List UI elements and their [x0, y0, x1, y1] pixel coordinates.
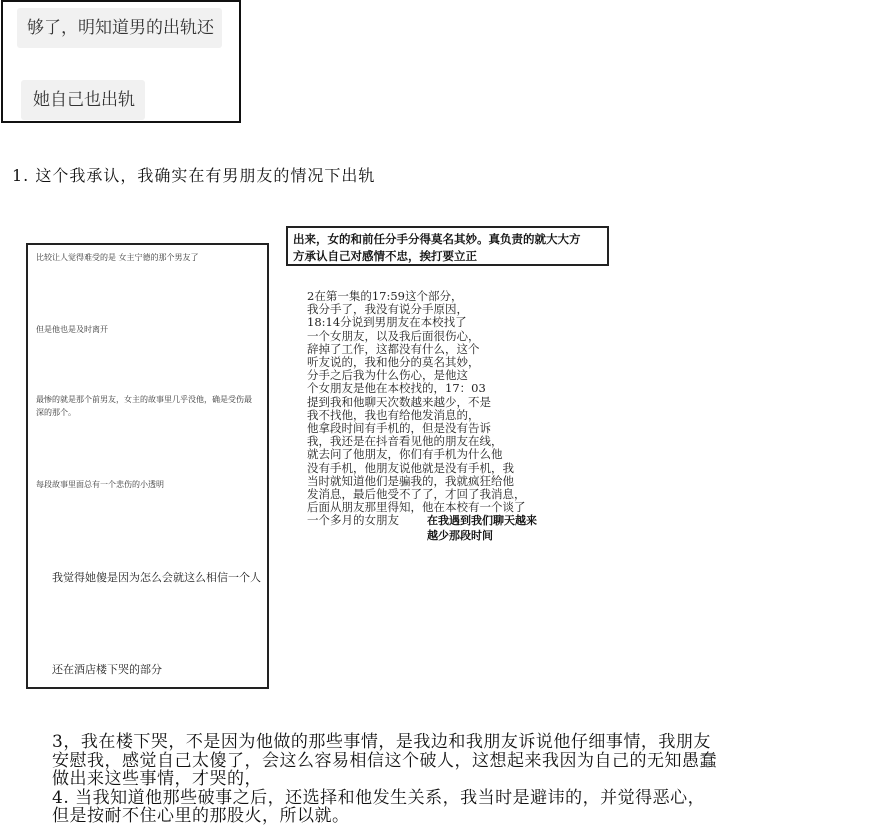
panel-comment-5: 我觉得她傻是因为怎么会就这么相信一个人 — [52, 571, 261, 584]
bottom-line: 3，我在楼下哭，不是因为他做的那些事情，是我边和我朋友诉说他仔细事情，我朋友 — [52, 732, 711, 752]
story-line: 他拿段时间有手机的，但是没有告诉 — [307, 421, 491, 436]
panel-comment-6: 还在酒店楼下哭的部分 — [52, 663, 162, 676]
comments-panel-screenshot — [26, 243, 269, 689]
panel-comment-1: 比较让人觉得难受的是 女主宁德的那个男友了 — [36, 253, 199, 262]
comment-screenshot — [1, 0, 241, 123]
story-line: 一个多月的女朋友 — [307, 513, 399, 528]
comment-bubble-1: 够了，明知道男的出轨还 — [17, 8, 222, 48]
bottom-line: 安慰我，感觉自己太傻了，会这么容易相信这个破人，这想起来我因为自己的无知愚蠢 — [52, 750, 717, 771]
bottom-line: 4. 当我知道他那些破事之后，还选择和他发生关系，我当时是避讳的，并觉得恶心， — [52, 787, 706, 808]
bottom-paragraphs — [52, 733, 882, 826]
story-line: 辞掉了工作，这都没有什么，这个 — [307, 341, 480, 356]
story-line: 我不找他，我也有给他发消息的， — [307, 407, 480, 422]
story-line: 后面从朋友那里得知，他在本校有一个谈了 — [307, 500, 526, 515]
caption-line-2: 越少那段时间 — [427, 529, 493, 542]
comment-bubble-2: 她自己也出轨 — [21, 80, 145, 120]
story-paragraph — [307, 290, 526, 528]
story-line: 个女朋友是他在本校找的，17：03 — [307, 381, 486, 396]
story-line: 我，我还是在抖音看见他的朋友在线， — [307, 434, 503, 449]
statement-screenshot — [286, 226, 609, 266]
statement-line-1: 出来，女的和前任分手分得莫名其妙。真负责的就大大方 — [293, 232, 581, 246]
caption-line-1: 在我遇到我们聊天越来 — [427, 514, 537, 527]
story-line: 分手之后我为什么伤心，是他这 — [307, 368, 468, 383]
story-line: 就去问了他朋友，你们有手机为什么他 — [307, 447, 503, 462]
story-line: 一个女朋友，以及我后面很伤心， — [307, 328, 480, 343]
panel-comment-2: 但是他也是及时离开 — [36, 325, 108, 334]
bottom-line: 做出来这些事情，才哭的， — [52, 769, 262, 790]
story-line: 没有手机，他朋友说他就是没有手机，我 — [307, 460, 514, 475]
story-line: 听友说的，我和他分的莫名其妙， — [307, 355, 480, 370]
story-line: 发消息，最后他受不了了，才回了我消息， — [307, 487, 526, 502]
story-line: 我分手了，我没有说分手原因， — [307, 302, 468, 317]
story-line: 18:14分说到男朋友在本校找了 — [307, 315, 467, 330]
panel-comment-4: 每段故事里面总有一个悲伤的小透明 — [36, 480, 164, 489]
statement-line-2: 方承认自己对感情不忠，挨打要立正 — [293, 249, 477, 263]
caption — [427, 513, 537, 543]
story-line: 当时就知道他们是骗我的，我就疯狂给他 — [307, 473, 514, 488]
panel-comment-3: 最惨的就是那个前男友，女主的故事里几乎没他，确是受伤最深的那个。 — [36, 395, 252, 417]
story-line: 2在第一集的17:59这个部分， — [307, 289, 463, 303]
bottom-line: 但是按耐不住心里的那股火，所以就。 — [52, 806, 350, 827]
story-line: 提到我和他聊天次数越来越少，不是 — [307, 394, 491, 409]
item-1-text: 1. 这个我承认，我确实在有男朋友的情况下出轨 — [12, 166, 376, 185]
